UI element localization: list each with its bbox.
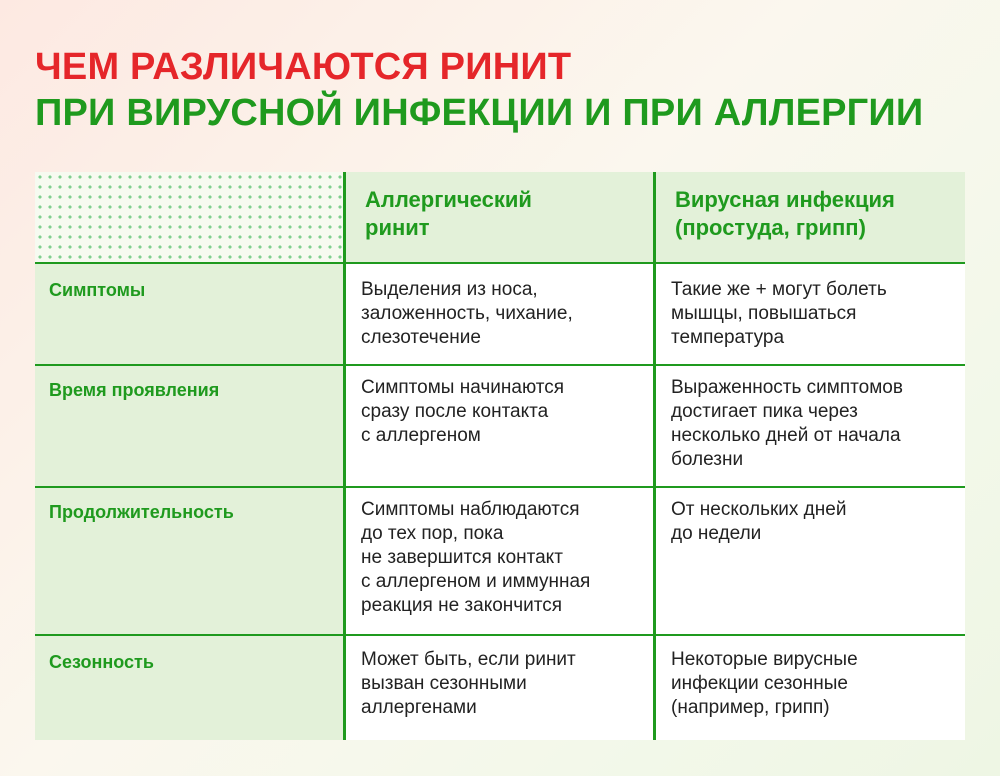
row-label-onset-time [35, 366, 345, 486]
cell-text-line: несколько дней от начала [671, 425, 901, 446]
cell-text-line: Выраженность симптомов [671, 377, 903, 398]
cell-symptoms-allergic [345, 264, 655, 364]
cell-text-line: заложенность, чихание, [361, 303, 573, 324]
comparison-table [35, 172, 965, 740]
cell-text-line: с аллергеном [361, 425, 481, 446]
cell-text-line: слезотечение [361, 327, 481, 348]
cell-text-line: вызван сезонными [361, 673, 527, 694]
row-label-text: Симптомы [49, 280, 146, 300]
column-divider [343, 172, 346, 740]
header-allergic-rhinitis [345, 172, 655, 262]
row-divider [35, 634, 965, 636]
cell-text-line: Симптомы наблюдаются [361, 499, 580, 520]
cell-text-line: аллергенами [361, 697, 477, 718]
cell-text-line: мышцы, повышаться [671, 303, 857, 324]
cell-text-line: Такие же + могут болеть [671, 279, 887, 300]
row-label-text: Сезонность [49, 652, 154, 672]
row-label-duration [35, 488, 345, 634]
cell-text-line: Симптомы начинаются [361, 377, 565, 398]
cell-text-line: Некоторые вирусные [671, 649, 858, 670]
cell-text-line: до тех пор, пока [361, 523, 504, 544]
cell-text-line: до недели [671, 523, 762, 544]
header-text-line: Аллергический [365, 187, 532, 212]
cell-text-line: (например, грипп) [671, 697, 830, 718]
row-divider [35, 262, 965, 264]
cell-text-line: Выделения из носа, [361, 279, 538, 300]
cell-text-line: не завершится контакт [361, 547, 563, 568]
cell-text-line: температура [671, 327, 785, 348]
cell-onset-viral [655, 366, 965, 486]
cell-text-line: болезни [671, 449, 744, 470]
cell-onset-allergic [345, 366, 655, 486]
header-text-line: (простуда, грипп) [675, 215, 866, 240]
cell-text-line: сразу после контакта [361, 401, 549, 422]
header-text-line: ринит [365, 215, 430, 240]
cell-seasonality-viral [655, 636, 965, 740]
row-divider [35, 486, 965, 488]
cell-text-line: с аллергеном и иммунная [361, 571, 591, 592]
header-viral-infection [655, 172, 965, 262]
cell-text-line: достигает пика через [671, 401, 858, 422]
cell-text-line: реакция не закончится [361, 595, 563, 616]
row-label-symptoms [35, 264, 345, 364]
title-line-1: ЧЕМ РАЗЛИЧАЮТСЯ РИНИТ [35, 46, 572, 88]
cell-text-line: Может быть, если ринит [361, 649, 576, 670]
cell-duration-viral [655, 488, 965, 634]
header-text-line: Вирусная инфекция [675, 187, 895, 212]
column-divider [653, 172, 656, 740]
row-divider [35, 364, 965, 366]
cell-text-line: От нескольких дней [671, 499, 847, 520]
cell-text-line: инфекции сезонные [671, 673, 848, 694]
page-title [35, 44, 923, 136]
dotted-pattern-decoration [35, 172, 345, 262]
row-label-seasonality [35, 636, 345, 740]
row-label-text: Время проявления [49, 380, 220, 400]
title-line-2: ПРИ ВИРУСНОЙ ИНФЕКЦИИ И ПРИ АЛЛЕРГИИ [35, 92, 924, 134]
cell-seasonality-allergic [345, 636, 655, 740]
cell-symptoms-viral [655, 264, 965, 364]
cell-duration-allergic [345, 488, 655, 634]
row-label-text: Продолжительность [49, 502, 234, 522]
